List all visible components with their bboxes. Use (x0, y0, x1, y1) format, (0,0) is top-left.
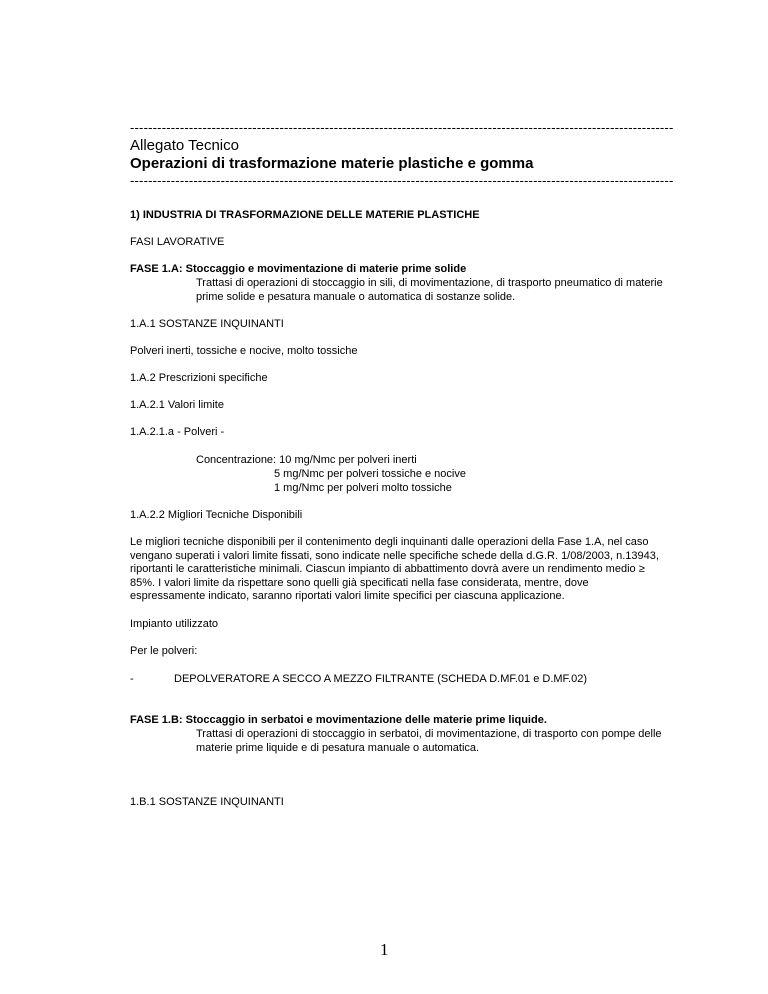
fase-a-desc-line: Trattasi di operazioni di stoccaggio in sili, di movimentazione, di trasporto pneumatico di materie (196, 277, 663, 289)
mtd-line: 85%. I valori limite da rispettare sono quelli già specificati nella fase considerata, mentre, dove (130, 576, 589, 589)
page-number: 1 (380, 940, 389, 959)
top-separator: ------------------------------------------------------------------------------------------------------------------------ (130, 120, 674, 135)
fase-b-description (196, 728, 688, 755)
valori-heading: 1.A.2.1 Valori limite (130, 399, 224, 411)
fase-a-sost-heading: 1.A.1 SOSTANZE INQUINANTI (130, 318, 284, 330)
doc-title: Operazioni di trasformazione materie plastiche e gomma (130, 155, 534, 172)
mtd-paragraph (130, 536, 685, 604)
concentration-line: 5 mg/Nmc per polveri tossiche e nocive (274, 468, 466, 480)
fase-b-desc-line: Trattasi di operazioni di stoccaggio in serbatoi, di movimentazione, di trasporto con pompe delle (196, 728, 662, 740)
per-polveri-label: Per le polveri: (130, 645, 198, 657)
mtd-line: vengano superati i valori limite fissati, sono indicate nelle specifiche schede della d.G.R. 1/08/2003, n.13943, (130, 549, 659, 562)
impianto-label: Impianto utilizzato (130, 618, 219, 630)
fase-a-sost-text: Polveri inerti, tossiche e nocive, molto tossiche (130, 345, 358, 357)
concentration-line: Concentrazione: 10 mg/Nmc per polveri inerti (196, 454, 417, 466)
doc-type: Allegato Tecnico (130, 137, 239, 154)
mtd-line: Le migliori tecniche disponibili per il contenimento degli inquinanti dalle operazioni della Fase 1.A, nel caso (130, 536, 649, 548)
bottom-separator: ------------------------------------------------------------------------------------------------------------------------ (130, 173, 674, 188)
polveri-heading: 1.A.2.1.a - Polveri - (130, 426, 225, 438)
fase-b-desc-line: materie prime liquide e di pesatura manuale o automatica. (196, 741, 480, 754)
fasi-label: FASI LAVORATIVE (130, 236, 225, 248)
mtd-line: espressamente indicato, saranno riportati valori limite specifici per ciascuna applicazione. (130, 590, 565, 602)
prescr-heading: 1.A.2 Prescrizioni specifiche (130, 372, 268, 384)
fase-b-sost-heading: 1.B.1 SOSTANZE INQUINANTI (130, 796, 284, 808)
fase-a-heading: FASE 1.A: Stoccaggio e movimentazione di materie prime solide (130, 263, 467, 275)
section-heading: 1) INDUSTRIA DI TRASFORMAZIONE DELLE MATERIE PLASTICHE (130, 209, 480, 221)
fase-a-description (196, 277, 688, 304)
bullet-text: DEPOLVERATORE A SECCO A MEZZO FILTRANTE (SCHEDA D.MF.01 e D.MF.02) (174, 673, 587, 685)
mtd-heading: 1.A.2.2 Migliori Tecniche Disponibili (130, 509, 303, 521)
fase-b-heading: FASE 1.B: Stoccaggio in serbatoi e movimentazione delle materie prime liquide. (130, 714, 547, 726)
concentration-line: 1 mg/Nmc per polveri molto tossiche (274, 482, 452, 494)
fase-a-desc-line: prime solide e pesatura manuale o automatica di sostanze solide. (196, 290, 516, 303)
bullet-dash: - (130, 673, 134, 685)
mtd-line: riportanti le caratteristiche minimali. Ciascun impianto di abbattimento dovrà avere un rendimento medio ≥ (130, 563, 645, 575)
